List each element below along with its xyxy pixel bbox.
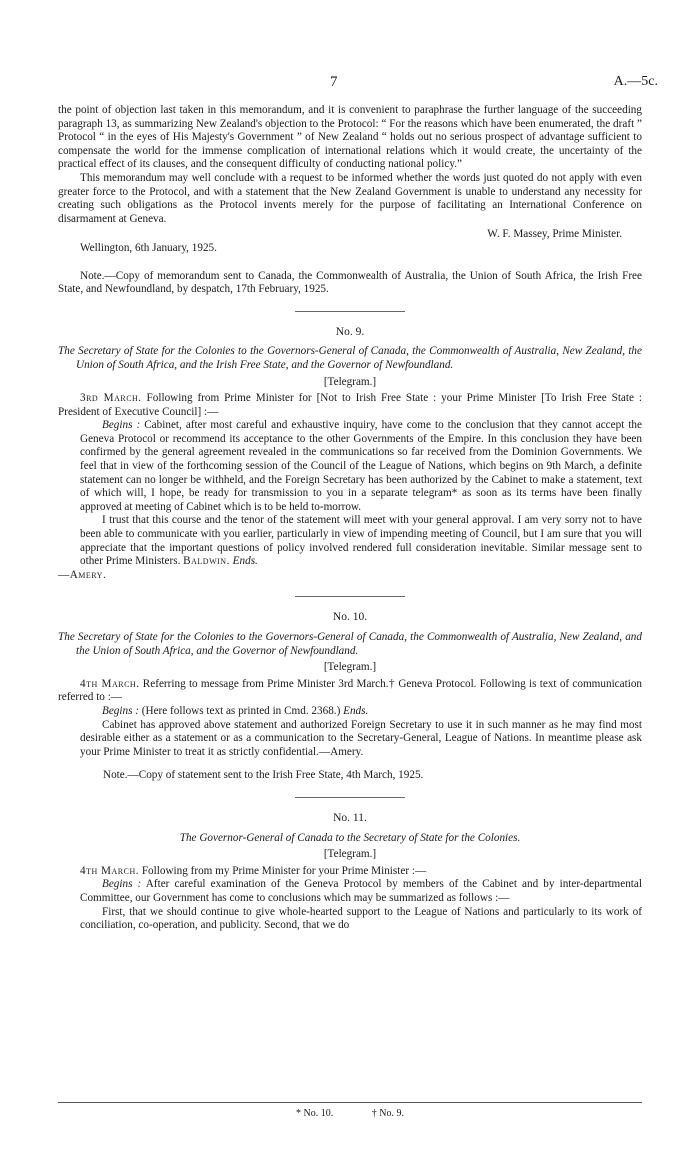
begins-label: Begins :	[102, 704, 139, 717]
document-no-9	[58, 326, 642, 583]
telegram-paragraph-1: Cabinet, after most careful and exhaustive inquiry, have come to the conclusion that they cannot accept the Geneva Protocol or recommend its acceptance to the other Governments of the Empire. In this conclusion they have been confirmed by the general agreement revealed in the communications so far received from the Dominion Governments. We feel that in view of the forthcoming session of the Council of the League of Nations, which begins on 9th March, a definite statement can no longer be withheld, and the Foreign Secretary has been authorized by the Cabinet to make a statement, text of which will, I hope, be ready for transmission to you in a separate telegram* as soon as its terms have been finally approved at meeting of Cabinet which is to be held to-morrow.	[80, 419, 642, 513]
telegram-paragraph-2: Cabinet has approved above statement and authorized Foreign Secretary to use it in such manner as he may find most desirable either as a statement or as a communication to the Secretary-General, League of Nations. In meantime please ask your Prime Minister to treat it as strictly confidential.—Amery.	[80, 718, 642, 758]
telegram-label: [Telegram.]	[323, 375, 377, 388]
document-title: The Secretary of State for the Colonies to the Governors-General of Canada, the Commonwealth of Australia, New Zealand, the Union of South Africa, and the Irish Free State, and the Governor of Newfoundland.	[58, 345, 642, 371]
section-divider	[295, 797, 405, 798]
document-body	[58, 104, 642, 933]
document-reference: A.—5c.	[613, 74, 658, 89]
telegram-opening: Referring to message from Prime Minister 3rd March.† Geneva Protocol. Following is text of communication referred to :—	[58, 677, 643, 704]
page-number: 7	[330, 74, 338, 90]
statement-note: Note.—Copy of statement sent to the Irish Free State, 4th March, 1925.	[103, 769, 424, 782]
ends-label: Ends.	[232, 555, 258, 568]
ends-label: Ends.	[343, 704, 369, 717]
telegram-opening: Following from Prime Minister for [Not to Irish Free State : your Prime Minister [To Irish Free State : President of Executive Council] :—	[58, 392, 642, 418]
page-header	[0, 74, 700, 96]
telegram-label: [Telegram.]	[323, 661, 377, 674]
document-title: The Governor-General of Canada to the Secretary of State for the Colonies.	[179, 831, 521, 844]
footnotes	[0, 1108, 700, 1119]
telegram-paragraph-1: After careful examination of the Geneva Protocol by members of the Cabinet and by inter-departmental Committee, our Government has come to conclusions which may be summarized as follows :—	[80, 878, 642, 904]
intro-paragraph-1: the point of objection last taken in this memorandum, and it is convenient to paraphrase the further language of the succeeding paragraph 13, as summarizing New Zealand's objection to the Protocol: “ For the reasons which have been enumerated, the draft ” Protocol “ in the eyes of His Majesty's Government ” of New Zealand “ holds out no serious prospect of advantage sufficient to compensate the world for the immense complication of international relations which it would create, the uncertainty of the practical effect of its clauses, and the consequent difficulty of conducting national policy.”	[58, 104, 642, 171]
document-no-10	[58, 611, 642, 783]
begins-label: Begins :	[102, 419, 141, 432]
section-divider	[295, 311, 405, 312]
telegram-body	[58, 878, 642, 932]
begins-text: (Here follows text as printed in Cmd. 2368.)	[141, 704, 341, 717]
footnote-1: * No. 10.	[296, 1108, 334, 1119]
document-number: No. 11.	[333, 811, 367, 824]
footnote-2: † No. 9.	[371, 1108, 404, 1119]
signatory-baldwin: Baldwin.	[183, 555, 230, 568]
telegram-date: 3rd March.	[80, 392, 142, 405]
telegram-opening: Following from my Prime Minister for your Prime Minister :—	[141, 864, 427, 877]
footnote-rule	[58, 1102, 642, 1103]
telegram-body	[58, 419, 642, 569]
telegram-paragraph-2: First, that we should continue to give whole-hearted support to the League of Nations and particularly to its work of conciliation, co-operation, and publicity. Second, that we do	[80, 905, 642, 932]
document-no-11	[58, 812, 642, 933]
document-title: The Secretary of State for the Colonies to the Governors-General of Canada, the Commonwealth of Australia, New Zealand, and the Union of South Africa, and the Governor of Newfoundland.	[58, 631, 642, 657]
memorandum-note: Note.—Copy of memorandum sent to Canada, the Commonwealth of Australia, the Union of South Africa, the Irish Free State, and Newfoundland, by despatch, 17th February, 1925.	[58, 269, 642, 296]
telegram-body	[58, 705, 642, 759]
telegram-label: [Telegram.]	[323, 848, 377, 861]
place-date: Wellington, 6th January, 1925.	[80, 241, 217, 254]
section-divider	[295, 596, 405, 597]
signature-massey: W. F. Massey, Prime Minister.	[487, 228, 622, 241]
telegram-date: 4th March.	[80, 677, 140, 690]
signatory-amery: —Amery.	[58, 568, 107, 581]
intro-paragraph-2: This memorandum may well conclude with a request to be informed whether the words just quoted do not apply with even greater force to the Protocol, and with a statement that the New Zealand Government is unable to understand any necessity for creating such obligations as the Protocol invents merely for the purpose of facilitating an International Conference on disarmament at Geneva.	[58, 171, 642, 225]
telegram-paragraph-2: I trust that this course and the tenor of the statement will meet with your general approval. I am very sorry not to have been able to communicate with you earlier, particularly in view of impending meeting of Council, but I am sure that you will appreciate that the important questions of policy involved rendered full consideration inevitable. Similar message sent to other Prime Ministers.	[80, 514, 642, 568]
document-number: No. 9.	[335, 325, 365, 338]
document-number: No. 10.	[332, 611, 368, 624]
begins-label: Begins :	[102, 878, 142, 891]
telegram-date: 4th March.	[80, 864, 140, 877]
